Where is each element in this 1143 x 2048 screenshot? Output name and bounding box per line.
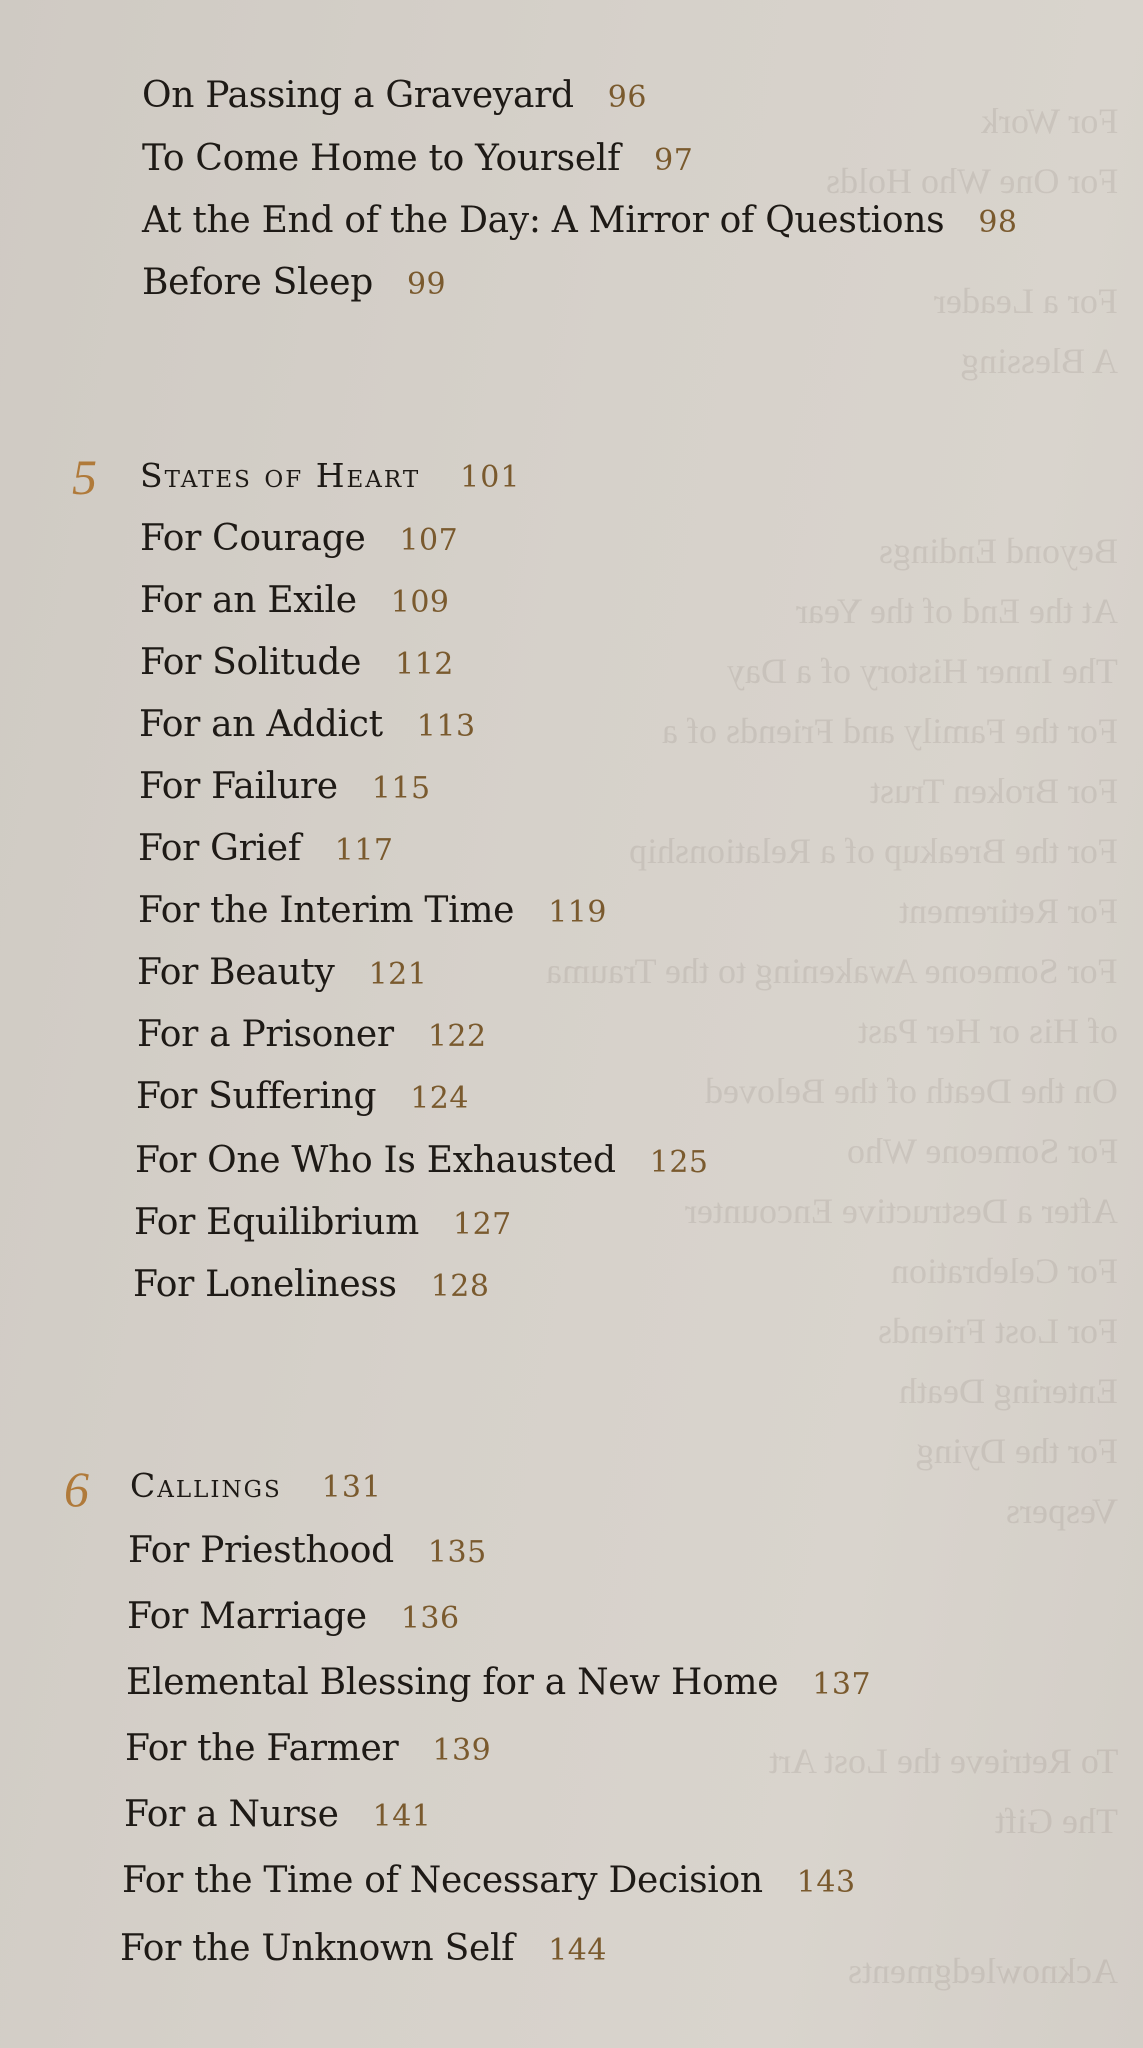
entry-page: 107 (399, 523, 459, 558)
ghost-line: For the Breakup of a Relationship (629, 831, 1118, 871)
toc-entry (136, 1076, 469, 1117)
entry-page: 125 (649, 1145, 709, 1180)
entry-title: Elemental Blessing for a New Home (126, 1662, 779, 1703)
entry-title: For the Farmer (125, 1728, 399, 1769)
entry-page: 98 (978, 205, 1018, 240)
toc-entry (125, 1728, 491, 1769)
part-number: 6 (64, 1461, 89, 1517)
toc-entry (142, 262, 446, 303)
part-title-text: Callings (130, 1466, 282, 1505)
entry-title: To Come Home to Yourself (142, 138, 621, 179)
entry-title: For Marriage (127, 1596, 367, 1637)
entry-page: 99 (406, 267, 447, 302)
ghost-line: Acknowledgments (848, 1951, 1118, 1991)
entry-title: For Beauty (137, 952, 335, 993)
ghost-line: The Inner History of a Day (727, 651, 1118, 691)
entry-title: For Suffering (136, 1076, 377, 1117)
ghost-line: For Work (980, 101, 1118, 141)
toc-entry (126, 1662, 871, 1703)
ghost-line: For Someone Awakening to the Trauma (546, 951, 1118, 991)
part-number: 5 (72, 449, 97, 505)
entry-page: 117 (334, 833, 394, 868)
ghost-line: For the Family and Friends of a (662, 711, 1118, 751)
ghost-line: of His or Her Past (858, 1011, 1118, 1051)
toc-entry (137, 1014, 487, 1055)
ghost-line: To Retrieve the Lost Art (768, 1741, 1118, 1781)
entry-title: For Solitude (140, 642, 362, 683)
ghost-line: A Blessing (960, 341, 1118, 381)
entry-title: For Loneliness (133, 1264, 397, 1305)
toc-entry (142, 75, 647, 116)
entry-page: 124 (410, 1081, 469, 1116)
entry-page: 109 (390, 585, 450, 620)
ghost-line: For Broken Trust (869, 771, 1118, 811)
entry-page: 113 (416, 709, 476, 744)
entry-title: For the Time of Necessary Decision (122, 1860, 763, 1901)
toc-entry (120, 1928, 607, 1969)
ghost-line: On the Death of the Beloved (705, 1071, 1118, 1111)
entry-title: For Priesthood (128, 1530, 394, 1571)
toc-entry (138, 828, 394, 869)
entry-page: 115 (371, 771, 431, 806)
entry-page: 144 (548, 1933, 607, 1968)
part-title (140, 456, 520, 495)
ghost-line: Vespers (1006, 1491, 1118, 1531)
entry-page: 141 (372, 1799, 432, 1834)
entry-title: On Passing a Graveyard (142, 75, 574, 116)
ghost-line: For the Dying (916, 1431, 1118, 1471)
ghost-line: For a Leader (934, 281, 1118, 321)
entry-page: 112 (395, 647, 454, 682)
entry-page: 139 (432, 1733, 492, 1768)
entry-title: Before Sleep (142, 262, 373, 303)
entry-title: For Courage (140, 518, 366, 559)
entry-title: For Failure (139, 766, 338, 807)
toc-entry (137, 952, 427, 993)
toc-entry (138, 890, 607, 931)
ghost-line: For One Who Holds (825, 161, 1118, 201)
toc-entry (128, 1530, 487, 1571)
ghost-line: For Celebration (891, 1251, 1118, 1291)
toc-entry (124, 1794, 431, 1835)
entry-page: 121 (368, 957, 428, 992)
entry-page: 96 (607, 80, 647, 115)
entry-page: 128 (430, 1269, 490, 1304)
ghost-line: For Retirement (899, 891, 1118, 931)
ghost-line: The Gift (995, 1801, 1118, 1841)
part-title (130, 1466, 382, 1505)
ghost-line: Beyond Endings (879, 531, 1118, 571)
entry-title: For Equilibrium (134, 1202, 419, 1243)
entry-page: 127 (452, 1207, 512, 1242)
toc-entry (127, 1596, 460, 1637)
toc-entry (139, 766, 431, 807)
ghost-line: At the End of the Year (796, 591, 1118, 631)
entry-page: 137 (812, 1667, 872, 1702)
entry-title: For the Interim Time (138, 890, 515, 931)
ghost-line: Entering Death (899, 1371, 1118, 1411)
toc-entry (139, 704, 476, 745)
ghost-line: For Lost Friends (877, 1311, 1118, 1351)
entry-title: For Grief (138, 828, 301, 869)
toc-entry (142, 138, 693, 179)
toc-entry (122, 1860, 856, 1901)
part-page: 131 (321, 1470, 383, 1505)
toc-entry (140, 642, 454, 683)
entry-title: For an Addict (139, 704, 383, 745)
entry-page: 119 (548, 895, 607, 930)
entry-title: For One Who Is Exhausted (135, 1140, 616, 1181)
toc-entry (140, 518, 458, 559)
entry-title: For a Nurse (124, 1794, 339, 1835)
entry-title: For a Prisoner (137, 1014, 394, 1055)
ghost-line: After a Destructive Encounter (685, 1191, 1118, 1231)
entry-page: 136 (400, 1601, 460, 1636)
part-page: 101 (460, 460, 521, 495)
ghost-line: For Someone Who (846, 1131, 1118, 1171)
entry-page: 143 (796, 1865, 856, 1900)
part-title-text: States of Heart (140, 456, 421, 495)
bleed-through-text (520, 90, 1130, 2010)
entry-page: 97 (654, 143, 694, 178)
toc-entry (140, 580, 450, 621)
entry-page: 135 (427, 1535, 487, 1570)
entry-page: 122 (427, 1019, 487, 1054)
toc-entry (134, 1202, 512, 1243)
entry-title: For the Unknown Self (120, 1928, 515, 1969)
entry-title: At the End of the Day: A Mirror of Questions (142, 200, 945, 241)
entry-title: For an Exile (140, 580, 357, 621)
toc-entry (133, 1264, 489, 1305)
toc-entry (142, 200, 1018, 241)
toc-entry (135, 1140, 709, 1181)
